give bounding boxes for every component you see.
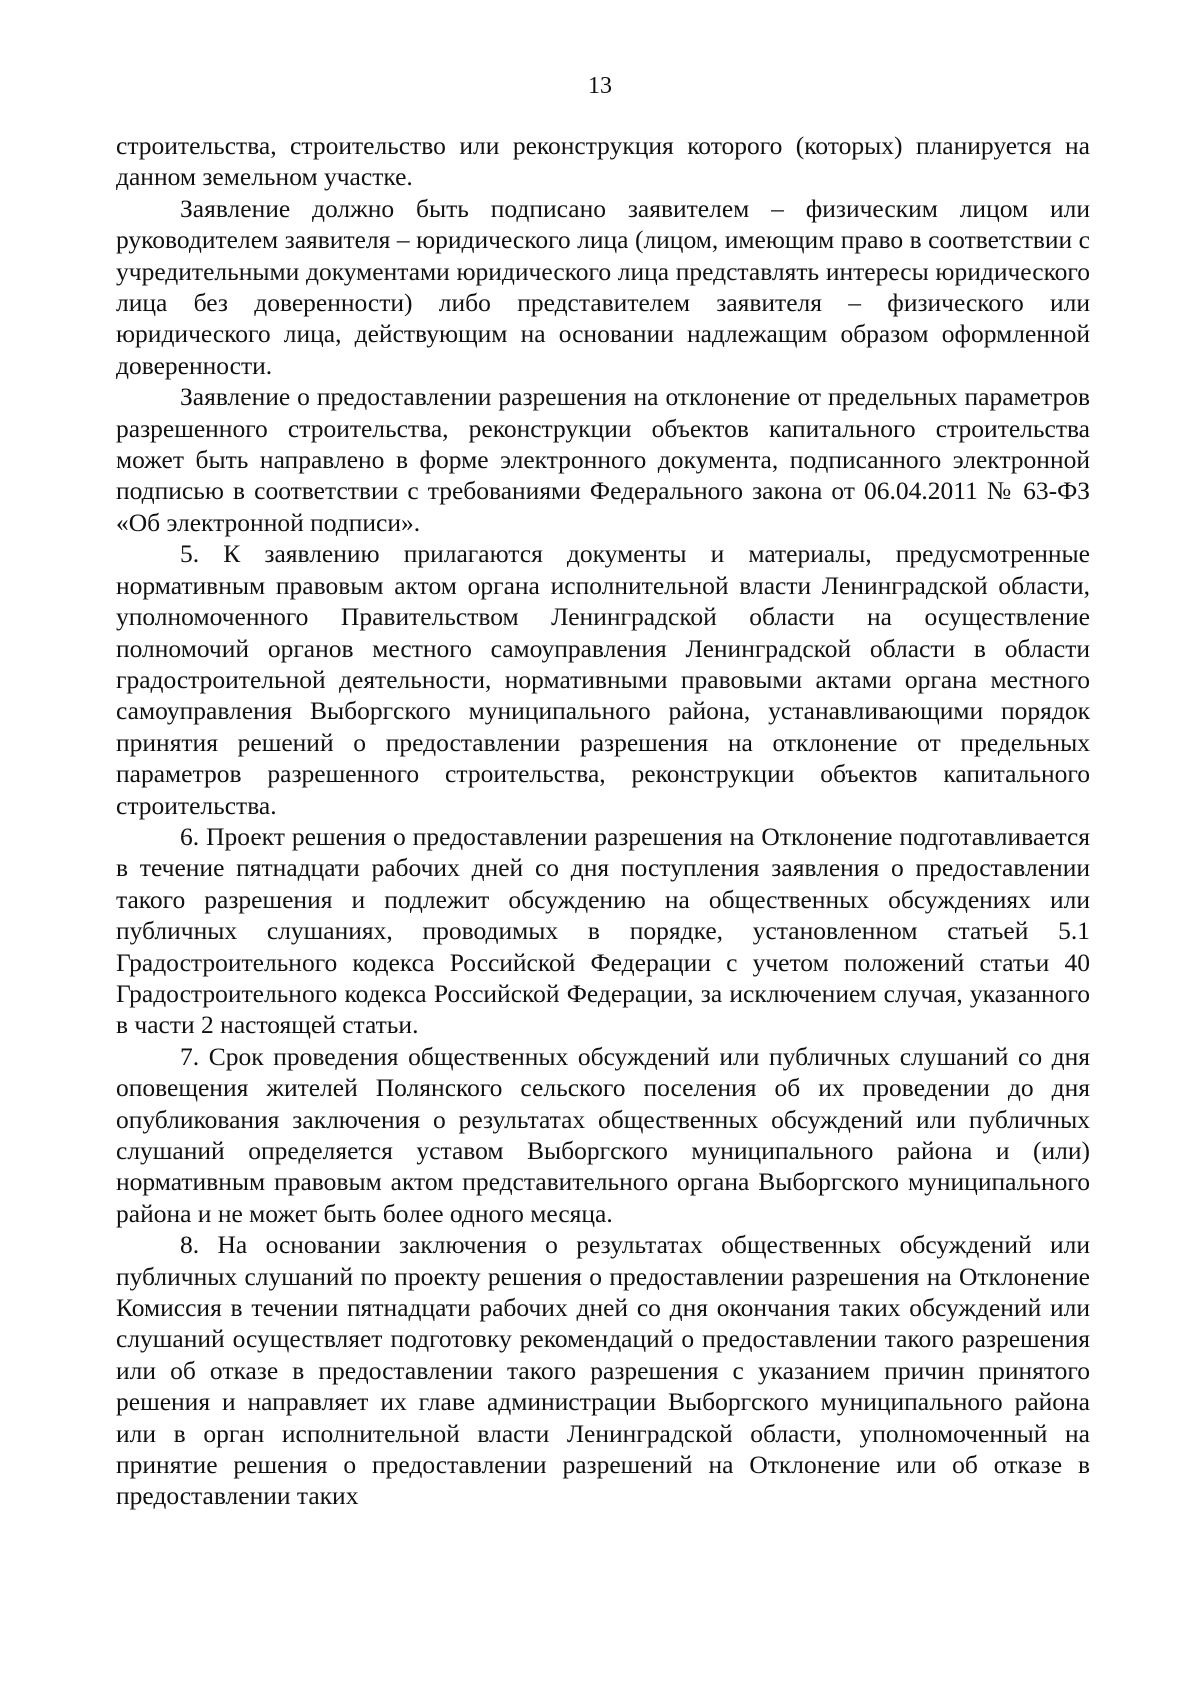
paragraph-item-5: 5. К заявлению прилагаются документы и материалы, предусмотренные нормативным правовым актом органа исполнительной власти Ленинградской области, уполномоченного Правительством Ленинградской области на осуществление полномочий органов местного самоуправления Ленинградской области в области градостроительной деятельности, нормативными правовыми актами органа местного самоуправления Выборгского муниципального района, устанавливающими порядок принятия решений о предоставлении разрешения на отклонение от предельных параметров разрешенного строительства, реконструкции объектов капитального строительства. xyxy=(116,539,1090,820)
page-number: 13 xyxy=(588,73,612,99)
paragraph-signature: Заявление должно быть подписано заявителем – физическим лицом или руководителем заявителя – юридического лица (лицом, имеющим право в соответствии с учредительными документами юридического лица представлять интересы юридического лица без доверенности) либо представителем заявителя – физического или юридического лица, действующим на основании надлежащим образом оформленной доверенности. xyxy=(116,193,1090,380)
paragraph-item-8: 8. На основании заключения о результатах общественных обсуждений или публичных слушаний по проекту решения о предоставлении разрешения на Отклонение Комиссия в течении пятнадцати рабочих дней со дня окончания таких обсуждений или слушаний осуществляет подготовку рекомендаций о предоставлении такого разрешения или об отказе в предоставлении такого разрешения с указанием причин принятого решения и направляет их главе администрации Выборгского муниципального района или в орган исполнительной власти Ленинградской области, уполномоченный на принятие решения о предоставлении разрешений на Отклонение или об отказе в предоставлении таких xyxy=(116,1230,1090,1511)
paragraph-item-6: 6. Проект решения о предоставлении разрешения на Отклонение подготавливается в течение пятнадцати рабочих дней со дня поступления заявления о предоставлении такого разрешения и подлежит обсуждению на общественных обсуждениях или публичных слушаниях, проводимых в порядке, установленном статьей 5.1 Градостроительного кодекса Российской Федерации с учетом положений статьи 40 Градостроительного кодекса Российской Федерации, за исключением случая, указанного в части 2 настоящей статьи. xyxy=(116,821,1090,1040)
paragraph-continuation: строительства, строительство или реконструкция которого (которых) планируется на данном земельном участке. xyxy=(116,131,1090,192)
paragraph-item-7: 7. Срок проведения общественных обсуждений или публичных слушаний со дня оповещения жителей Полянского сельского поселения об их проведении до дня опубликования заключения о результатах общественных обсуждений или публичных слушаний определяется уставом Выборгского муниципального района и (или) нормативным правовым актом представительного органа Выборгского муниципального района и не может быть более одного месяца. xyxy=(116,1041,1090,1228)
paragraph-electronic: Заявление о предоставлении разрешения на отклонение от предельных параметров разрешенного строительства, реконструкции объектов капитального строительства может быть направлено в форме электронного документа, подписанного электронной подписью в соответствии с требованиями Федерального закона от 06.04.2011 № 63-ФЗ «Об электронной подписи». xyxy=(116,382,1090,537)
document-body xyxy=(116,130,1090,1512)
